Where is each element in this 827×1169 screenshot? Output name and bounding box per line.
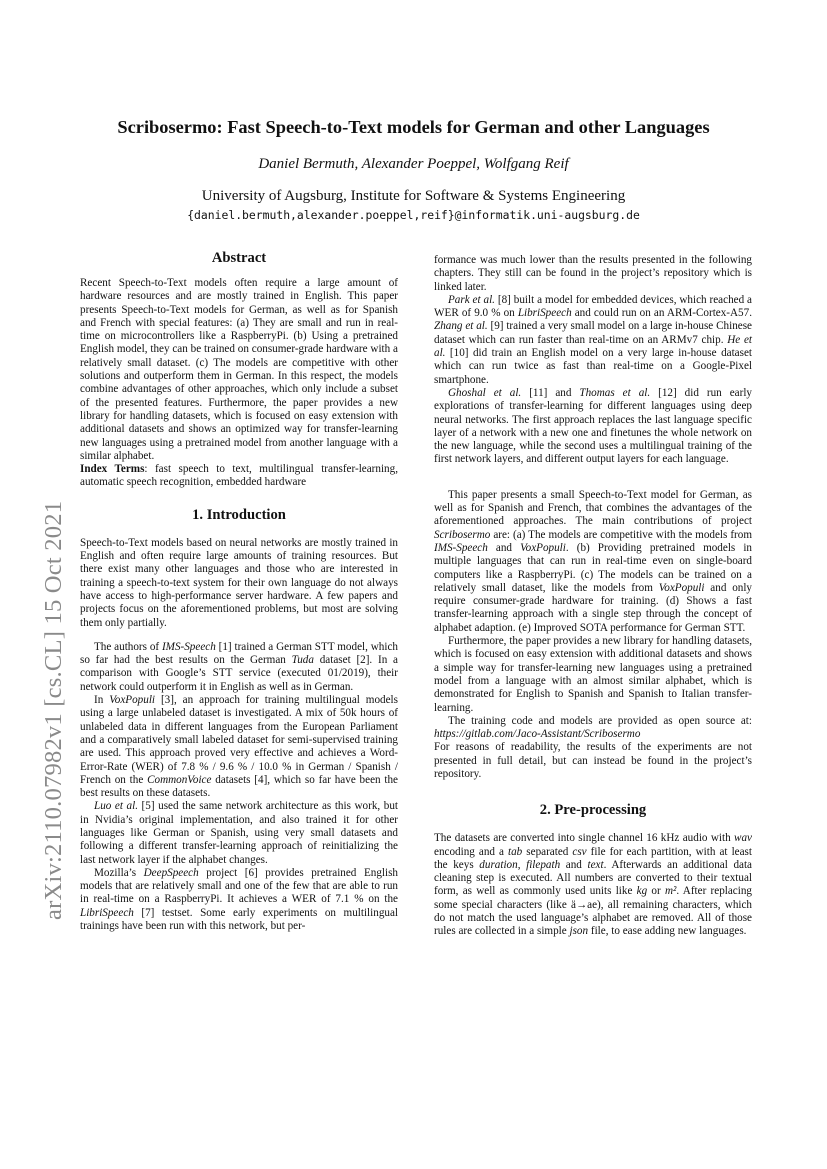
intro-paragraph-2: The authors of IMS-Speech [1] trained a German STT model, which so far had the best results on the German Tuda dataset [2]. In a comparison with Google’s STT service (executed 01/2019), their network could outperform it in English as well as in German. <box>80 640 399 693</box>
intro-paragraph-1: Speech-to-Text models based on neural networks are mostly trained in English and often require large amounts of training resources. But there exist many other languages and those who are interested in training a speech-to-text system for their own language do not always have access to high-performance server hardware. A few papers and projects focus on the aforementioned problems, but most are solving them only partially. <box>80 536 398 629</box>
preprocessing-paragraph-1: The datasets are converted into single channel 16 kHz audio with wav encoding and a tab separated csv file for each partition, with at least the keys duration, filepath and text. Afterwards an additional data cleaning step is executed. All numbers are converted to their textual form, as well as commonly used units like kg or m². After replacing some special characters (like ä→ae), all remaining characters, which do not match the used language’s alphabet are removed. All of those rules are collected in a simple json file, to ease adding new languages. <box>434 832 753 938</box>
intro-paragraph-3: In VoxPopuli [3], an approach for training multilingual models using a large unlabeled dataset is investigated. A mix of 50k hours of unlabeled data in different languages from the European Parliament and a comparatively small labeled dataset for semi-supervised training are used. This approach proved very effective and achieves a Word-Error-Rate (WER) of 7.8 % / 9.6 % / 10.0 % in German / Spanish / French on the CommonVoice datasets [4], which so far have been the best results on these datasets. <box>80 694 398 800</box>
abstract-heading: Abstract <box>211 250 267 266</box>
intro-paragraph-8: This paper presents a small Speech-to-Text model for German, as well as for Spanish and French, that combines the advantages of the aforementioned approaches. The main contributions of project Scribosermo are: (a) The models are competitive with the models from IMS-Speech and VoxPopuli. (b) Providing pretrained models in multiple languages that can run in real-time even on single-board computers like a RaspberryPi. (c) The models can be trained on a relatively small dataset, like the models from VoxPopuli and only require consumer-grade hardware for training. (d) Shows a fast transfer-learning approach with a single step through the concept of alphabet adaption. (e) Improved SOTA performance for German STT. <box>434 488 752 634</box>
abstract-text: Recent Speech-to-Text models often require a large amount of hardware resources and are mostly trained in English. This paper presents Speech-to-Text models for German, as well as for Spanish and French with special features: (a) They are small and run in real-time on microcontrollers like a RaspberryPi. (b) Using a pretrained English model, they can be trained on consumer-grade hardware with a relatively small dataset. (c) The models are competitive with other solutions and outperform them in German. In this respect, the models combine advantages of other approaches, which only include a subset of the presented features. Furthermore, the paper provides a new library for handling datasets, which is focused on easy extension with additional datasets and shows an optimized way for transfer-learning new languages using a pretrained model from another language with a similar alphabet. <box>80 277 398 462</box>
intro-paragraph-5: Mozilla’s DeepSpeech project [6] provides pretrained English models that are relatively small and one of the few that are able to run in real-time on a RaspberryPi. It achieves a WER of 7.1 % on the LibriSpeech [7] testset. Some early experiments on multilingual trainings have been run with this network, but per- <box>80 866 398 933</box>
index-terms <box>80 463 398 490</box>
intro-paragraph-6: Park et al. [8] built a model for embedded devices, which reached a WER of 9.0 % on LibriSpeech and could run on an ARM-Cortex-A57. Zhang et al. [9] trained a very small model on a large in-house Chinese dataset which can run faster than real-time on an ARMv7 chip. He et al. [10] did train an English model on a very large in-house dataset which can run twice as fast than real-time on a Google-Pixel smartphone. <box>434 293 753 386</box>
intro-paragraph-5-continued: formance was much lower than the results presented in the following chapters. They still can be found in the project’s repository which is linked later. <box>434 254 752 293</box>
intro-paragraph-9: Furthermore, the paper provides a new library for handling datasets, which is focused on easy extension with additional datasets and shows a simple way for transfer-learning new languages using a pretrained model from a language with an almost similar alphabet, which is demonstrated for English to Spanish and Spanish to Italian transfer-learning. <box>434 635 752 714</box>
paper-title: Scribosermo: Fast Speech-to-Text models for German and other Languages <box>117 117 710 137</box>
intro-paragraph-7: Ghoshal et al. [11] and Thomas et al. [12] did run early explorations of transfer-learning for different languages using deep neural networks. The first approach replaces the last language specific layer of a network with a new one and finetunes the whole network on the new language, while the second uses a multilingual training of the first network layers, and different output layers for each language. <box>434 386 752 466</box>
preprocessing-heading: 2. Pre-processing <box>539 802 647 819</box>
introduction-heading: 1. Introduction <box>192 506 286 523</box>
repository-link[interactable]: https://gitlab.com/Jaco-Assistant/Scribosermo <box>434 728 641 741</box>
left-column <box>80 249 398 933</box>
intro-paragraph-10: The training code and models are provided as open source at: https://gitlab.com/Jaco-Assistant/Scribosermo <box>434 714 752 741</box>
intro-paragraph-11: For reasons of readability, the results of the experiments are not presented in full detail, but can instead be found in the project’s repository. <box>434 741 752 780</box>
intro-paragraph-4: Luo et al. [5] used the same network architecture as this work, but in Nvidia’s original implementation, and also trained it for other languages like German or Spanish, using very small datasets and following a different transfer-learning approach of reinitializing the last network layer if the alphabet changes. <box>80 800 398 866</box>
paper-affiliation: University of Augsburg, Institute for Software & Systems Engineering <box>201 188 626 204</box>
paper-emails: {daniel.bermuth,alexander.poeppel,reif}@informatik.uni-augsburg.de <box>187 208 640 222</box>
right-column <box>434 254 752 939</box>
index-terms-text: : fast speech to text, multilingual transfer-learning, automatic speech recognition, embedded hardware <box>80 463 398 489</box>
index-terms-label: Index Terms <box>80 463 145 476</box>
arxiv-identifier: arXiv:2110.07982v1 [cs.CL] 15 Oct 2021 <box>40 500 67 920</box>
paper-authors: Daniel Bermuth, Alexander Poeppel, Wolfgang Reif <box>258 156 569 172</box>
